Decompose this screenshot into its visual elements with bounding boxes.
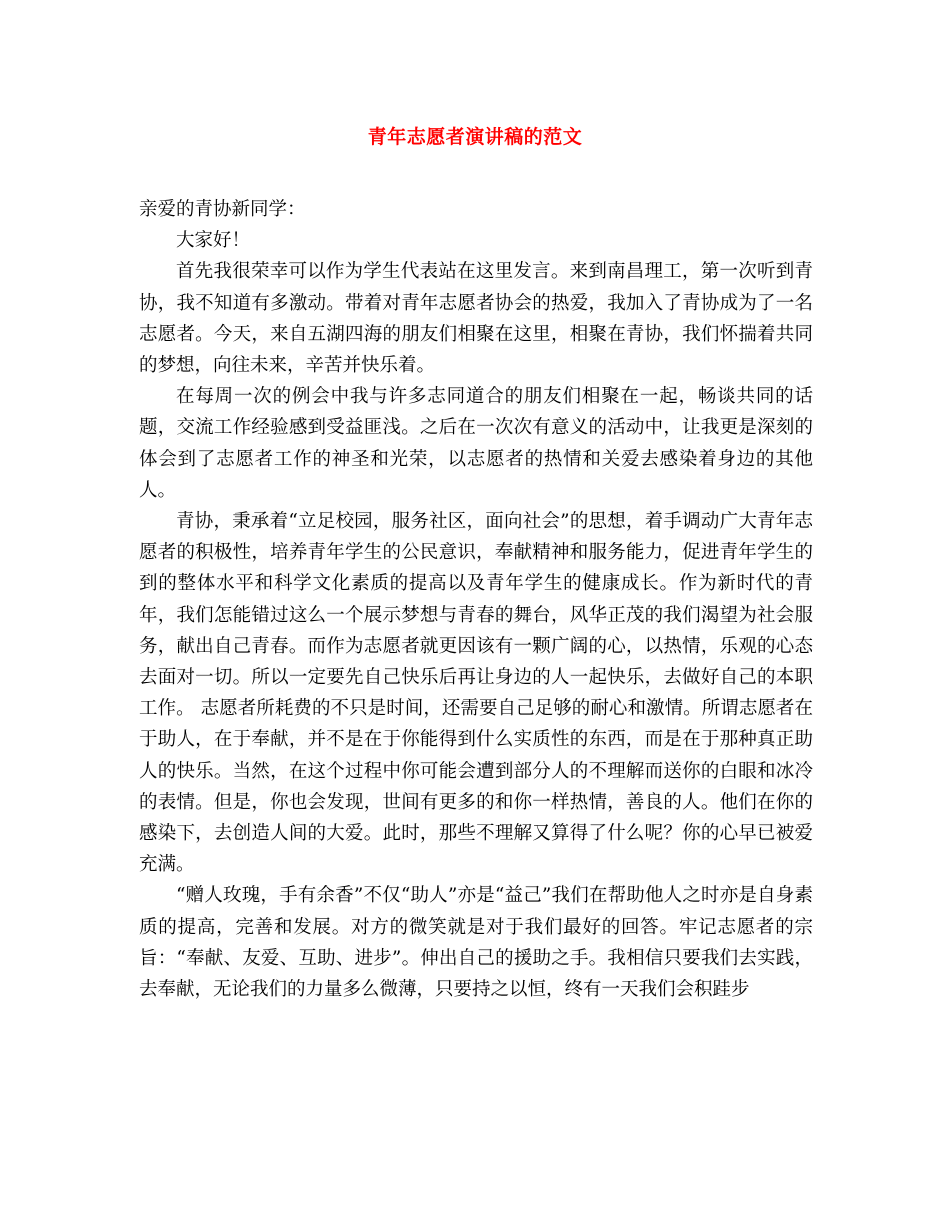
paragraph-association-purpose: 青协，秉承着“立足校园，服务社区，面向社会”的思想，着手调动广大青年志愿者的积极性，培养青年学生的公民意识，奉献精神和服务能力，促进青年学生的到的整体水平和科学文化素质的提高以及青年学生的健康成长。作为新时代的青年，我们怎能错过这么一个展示梦想与青春的舞台，风华正茂的我们渴望为社会服务，献出自己青春。而作为志愿者就更因该有一颗广阔的心，以热情，乐观的心态去面对一切。所以一定要先自己快乐后再让身边的人一起快乐，去做好自己的本职工作。 志愿者所耗费的不只是时间，还需要自己足够的耐心和激情。所谓志愿者在于助人，在于奉献，并不是在于你能得到什么实质性的东西，而是在于那种真正助人的快乐。当然，在这个过程中你可能会遭到部分人的不理解而送你的白眼和冰冷的表情。但是，你也会发现，世间有更多的和你一样热情，善良的人。他们在你的感染下，去创造人间的大爱。此时，那些不理解又算得了什么呢？你的心早已被爱充满。 <box>139 511 813 876</box>
paragraph-weekly-meeting: 在每周一次的例会中我与许多志同道合的朋友们相聚在一起，畅谈共同的话题，交流工作经验感到受益匪浅。之后在一次次有意义的活动中，让我更是深刻的体会到了志愿者工作的神圣和光荣，以志愿者的热情和关爱去感染着身边的其他人。 <box>139 386 813 501</box>
salutation: 亲爱的青协新同学： <box>139 199 306 220</box>
document-title: 青年志愿者演讲稿的范文 <box>367 126 583 148</box>
paragraph-roses-quote: “赠人玫瑰，手有余香”不仅“助人”亦是“益己”我们在帮助他人之时亦是自身素质的提高，完善和发展。对方的微笑就是对于我们最好的回答。牢记志愿者的宗旨：“奉献、友爱、互助、进步”。伸出自己的援助之手。我相信只要我们去实践，去奉献，无论我们的力量多么微薄，只要持之以恒，终有一天我们会积跬步 <box>139 885 813 1001</box>
document-body <box>139 194 813 1005</box>
paragraph-introduction: 首先我很荣幸可以作为学生代表站在这里发言。来到南昌理工，第一次听到青协，我不知道有多激动。带着对青年志愿者协会的热爱，我加入了青协成为了一名志愿者。今天，来自五湖四海的朋友们相聚在这里，相聚在青协，我们怀揣着共同的梦想，向往未来，辛苦并快乐着。 <box>139 261 813 377</box>
paragraph-greeting: 大家好！ <box>176 230 251 252</box>
